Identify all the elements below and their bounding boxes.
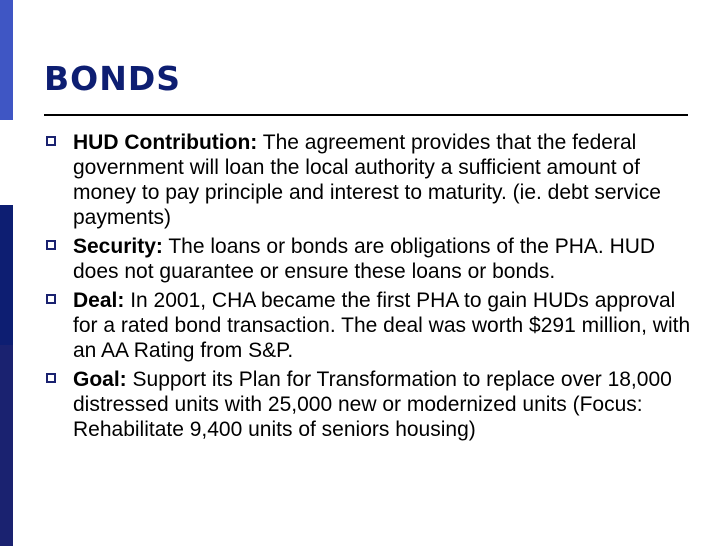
- square-bullet-icon: [46, 240, 56, 250]
- bullet-text: In 2001, CHA became the first PHA to gain HUDs approval for a rated bond transaction. The deal was worth $291 million, with an AA Rating from S&P.: [73, 289, 691, 362]
- side-accent-bar-middle: [0, 205, 13, 345]
- bullet-label: Deal:: [73, 289, 125, 312]
- bullet-security: [44, 234, 694, 284]
- bullet-text: The agreement provides that the federal government will loan the local authority a sufficient amount of money to pay principle and interest to maturity. (ie. debt service payments): [73, 131, 661, 229]
- title-divider: [44, 114, 688, 116]
- bullet-list: [44, 130, 694, 446]
- bullet-text: Support its Plan for Transformation to replace over 18,000 distressed units with 25,000 new or modernized units (Focus: Rehabilitate 9,400 units of seniors housing): [73, 368, 672, 441]
- square-bullet-icon: [46, 294, 56, 304]
- bullet-label: Security:: [73, 235, 163, 258]
- bullet-label: HUD Contribution:: [73, 131, 258, 154]
- square-bullet-icon: [46, 136, 56, 146]
- bullet-deal: [44, 288, 694, 363]
- square-bullet-icon: [46, 373, 56, 383]
- bullet-hud-contribution: [44, 130, 694, 230]
- bullet-text: The loans or bonds are obligations of the PHA. HUD does not guarantee or ensure these loans or bonds.: [73, 235, 656, 283]
- side-accent-bar-top: [0, 0, 13, 120]
- side-accent-bar-bottom: [0, 345, 13, 546]
- bullet-label: Goal:: [73, 368, 127, 391]
- slide-title: BONDS: [44, 59, 181, 98]
- side-accent-bar-gap: [0, 120, 13, 205]
- bullet-goal: [44, 367, 694, 442]
